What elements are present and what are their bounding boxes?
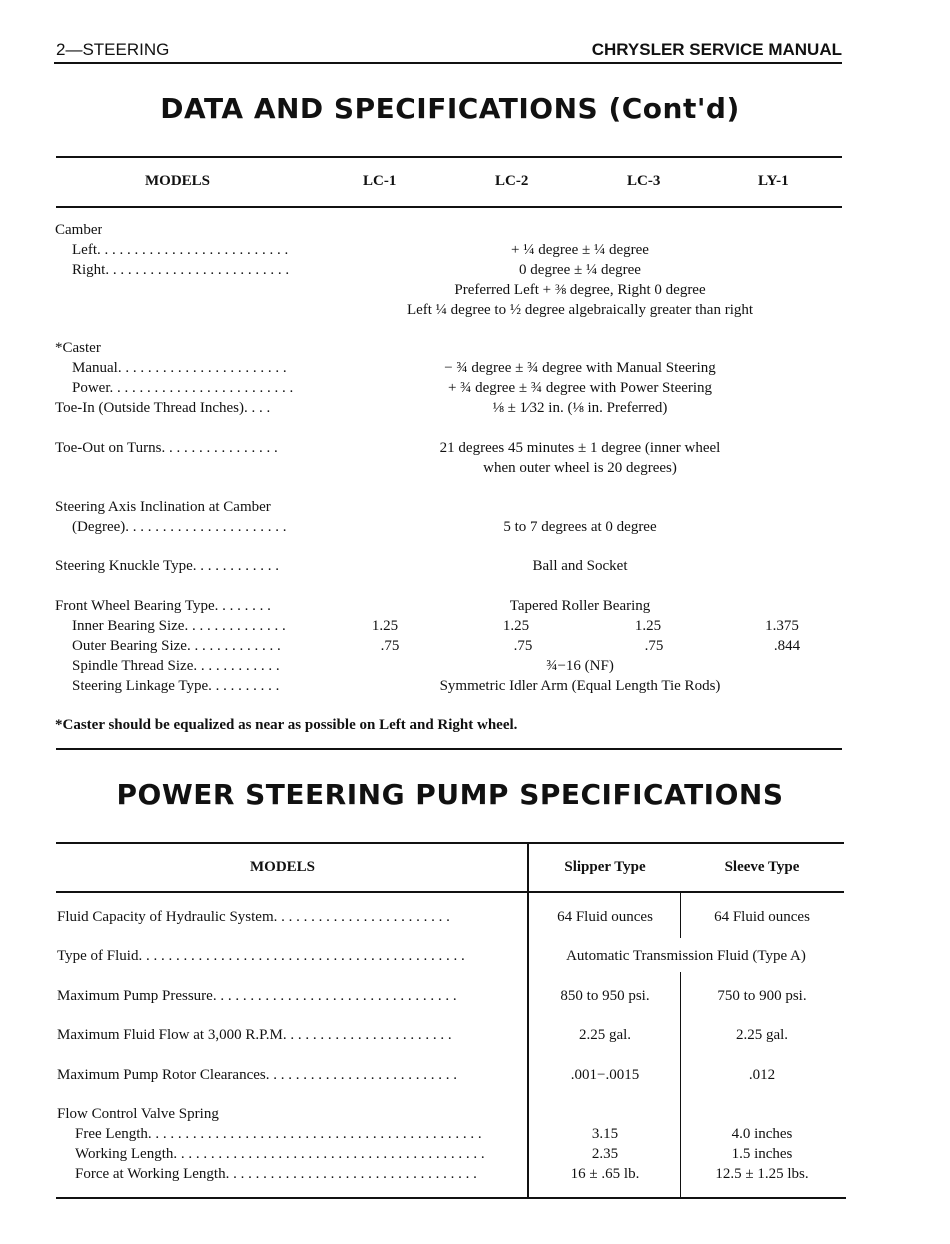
value-knuckle-type: Ball and Socket xyxy=(532,558,628,574)
pump-label-working-length: Working Length. . . . . . . . . . . . . . . . . . . . . . . . . . . . . . . . . . . . . . . . . . xyxy=(75,1146,485,1162)
label-bearing-type: Front Wheel Bearing Type. . . . . . . . xyxy=(55,598,271,614)
pump-col-slipper: Slipper Type xyxy=(564,859,646,875)
manual-title: CHRYSLER SERVICE MANUAL xyxy=(591,40,842,59)
pump-sleeve-free-length: 4.0 inches xyxy=(731,1126,793,1142)
pump-label-fluid-type: Type of Fluid. . . . . . . . . . . . . . . . . . . . . . . . . . . . . . . . . . . . . . . . . . . . xyxy=(57,948,465,964)
label-outer-bearing: Outer Bearing Size. . . . . . . . . . . . . xyxy=(72,638,281,654)
pump-slipper-free-length: 3.15 xyxy=(591,1126,619,1142)
col-lc2: LC-2 xyxy=(495,173,529,189)
value-toe-in: ⅛ ± 1⁄32 in. (⅛ in. Preferred) xyxy=(492,400,668,416)
value-outer-ly1: .844 xyxy=(773,638,801,654)
value-axis-inclination: 5 to 7 degrees at 0 degree xyxy=(503,519,657,535)
value-outer-lc2: .75 xyxy=(513,638,533,654)
value-outer-lc1: .75 xyxy=(380,638,400,654)
section-title-pump-specs: POWER STEERING PUMP SPECIFICATIONS xyxy=(116,778,784,811)
pump-col-sleeve: Sleeve Type xyxy=(724,859,800,875)
pump-label-max-pressure: Maximum Pump Pressure. . . . . . . . . . . . . . . . . . . . . . . . . . . . . . . . . xyxy=(57,988,457,1004)
col-models: MODELS xyxy=(145,173,211,189)
pump-table-lower-divider xyxy=(680,972,681,1198)
label-caster-power: Power. . . . . . . . . . . . . . . . . . . . . . . . . xyxy=(72,380,294,396)
label-caster-manual: Manual. . . . . . . . . . . . . . . . . . . . . . . xyxy=(72,360,287,376)
section1-bottom-rule xyxy=(56,748,842,750)
pump-sleeve-max-flow: 2.25 gal. xyxy=(735,1027,789,1043)
label-camber-right: Right. . . . . . . . . . . . . . . . . . . . . . . . . xyxy=(72,262,290,278)
label-axis-inclination: Steering Axis Inclination at Camber xyxy=(55,499,271,515)
col-lc3: LC-3 xyxy=(627,173,661,189)
pump-col-models: MODELS xyxy=(250,859,316,875)
col-ly1: LY-1 xyxy=(758,173,789,189)
label-spindle-thread: Spindle Thread Size. . . . . . . . . . . . xyxy=(72,658,280,674)
pump-label-free-length: Free Length. . . . . . . . . . . . . . . . . . . . . . . . . . . . . . . . . . . . . . . . . . . . . xyxy=(75,1126,482,1142)
value-inner-lc1: 1.25 xyxy=(371,618,399,634)
pump-sleeve-force: 12.5 ± 1.25 lbs. xyxy=(715,1166,809,1182)
pump-slipper-fluid-capacity: 64 Fluid ounces xyxy=(557,909,653,925)
value-spindle-thread: ¾−16 (NF) xyxy=(546,658,614,674)
value-caster-power: + ¾ degree ± ¾ degree with Power Steering xyxy=(447,380,713,396)
col-lc1: LC-1 xyxy=(363,173,397,189)
value-bearing-type: Tapered Roller Bearing xyxy=(509,598,651,614)
label-inner-bearing: Inner Bearing Size. . . . . . . . . . . . . . xyxy=(72,618,286,634)
value-linkage-type: Symmetric Idler Arm (Equal Length Tie Rods) xyxy=(439,678,721,694)
pump-label-max-flow: Maximum Fluid Flow at 3,000 R.P.M. . . . . . . . . . . . . . . . . . . . . . . xyxy=(57,1027,452,1043)
label-caster: *Caster xyxy=(55,340,101,356)
table-header-rule xyxy=(56,206,842,208)
value-camber-right: 0 degree ± ¼ degree xyxy=(519,262,641,278)
value-toe-out-2: when outer wheel is 20 degrees) xyxy=(483,460,677,476)
label-camber-left: Left. . . . . . . . . . . . . . . . . . . . . . . . . . xyxy=(72,242,289,258)
pump-slipper-force: 16 ± .65 lb. xyxy=(570,1166,640,1182)
value-outer-lc3: .75 xyxy=(644,638,664,654)
value-inner-lc3: 1.25 xyxy=(634,618,662,634)
label-toe-out: Toe-Out on Turns. . . . . . . . . . . . . . . . xyxy=(55,440,278,456)
value-camber-left: + ¼ degree ± ¼ degree xyxy=(511,242,649,258)
pump-label-fluid-capacity: Fluid Capacity of Hydraulic System. . . . . . . . . . . . . . . . . . . . . . . . xyxy=(57,909,450,925)
pump-slipper-working-length: 2.35 xyxy=(591,1146,619,1162)
table-top-rule xyxy=(56,156,842,158)
value-camber-note: Left ¼ degree to ½ degree algebraically greater than right xyxy=(406,302,754,318)
pump-slipper-rotor-clearances: .001−.0015 xyxy=(570,1067,640,1083)
pump-sleeve-working-length: 1.5 inches xyxy=(731,1146,793,1162)
label-axis-degree: (Degree). . . . . . . . . . . . . . . . . . . . . . xyxy=(72,519,287,535)
label-camber: Camber xyxy=(55,222,103,238)
page-section-label: 2—STEERING xyxy=(56,40,170,59)
pump-sleeve-rotor-clearances: .012 xyxy=(748,1067,776,1083)
pump-table-header-rule xyxy=(56,891,844,893)
label-linkage-type: Steering Linkage Type. . . . . . . . . . xyxy=(72,678,280,694)
pump-label-valve-spring: Flow Control Valve Spring xyxy=(57,1106,219,1122)
label-knuckle-type: Steering Knuckle Type. . . . . . . . . . . . xyxy=(55,558,280,574)
value-caster-manual: − ¾ degree ± ¾ degree with Manual Steering xyxy=(444,360,716,376)
label-toe-in: Toe-In (Outside Thread Inches). . . . xyxy=(55,400,271,416)
pump-label-rotor-clearances: Maximum Pump Rotor Clearances. . . . . . . . . . . . . . . . . . . . . . . . . . xyxy=(57,1067,457,1083)
pump-slipper-max-flow: 2.25 gal. xyxy=(578,1027,632,1043)
pump-sleeve-max-pressure: 750 to 900 psi. xyxy=(717,988,807,1004)
caster-footnote: *Caster should be equalized as near as possible on Left and Right wheel. xyxy=(55,717,518,733)
pump-sleeve-fluid-capacity: 64 Fluid ounces xyxy=(714,909,810,925)
header-rule xyxy=(54,62,842,64)
pump-value-fluid-type: Automatic Transmission Fluid (Type A) xyxy=(566,948,806,964)
value-toe-out-1: 21 degrees 45 minutes ± 1 degree (inner wheel xyxy=(439,440,721,456)
pump-table-top-rule xyxy=(56,842,844,844)
pump-table-bottom-rule xyxy=(56,1197,846,1199)
section-title-data-specs: DATA AND SPECIFICATIONS (Cont'd) xyxy=(160,92,740,125)
pump-label-force: Force at Working Length. . . . . . . . . . . . . . . . . . . . . . . . . . . . . . . . . . xyxy=(75,1166,477,1182)
pump-slipper-max-pressure: 850 to 950 psi. xyxy=(560,988,650,1004)
value-inner-lc2: 1.25 xyxy=(502,618,530,634)
value-camber-preferred: Preferred Left + ⅜ degree, Right 0 degree xyxy=(454,282,706,298)
value-inner-ly1: 1.375 xyxy=(765,618,799,634)
